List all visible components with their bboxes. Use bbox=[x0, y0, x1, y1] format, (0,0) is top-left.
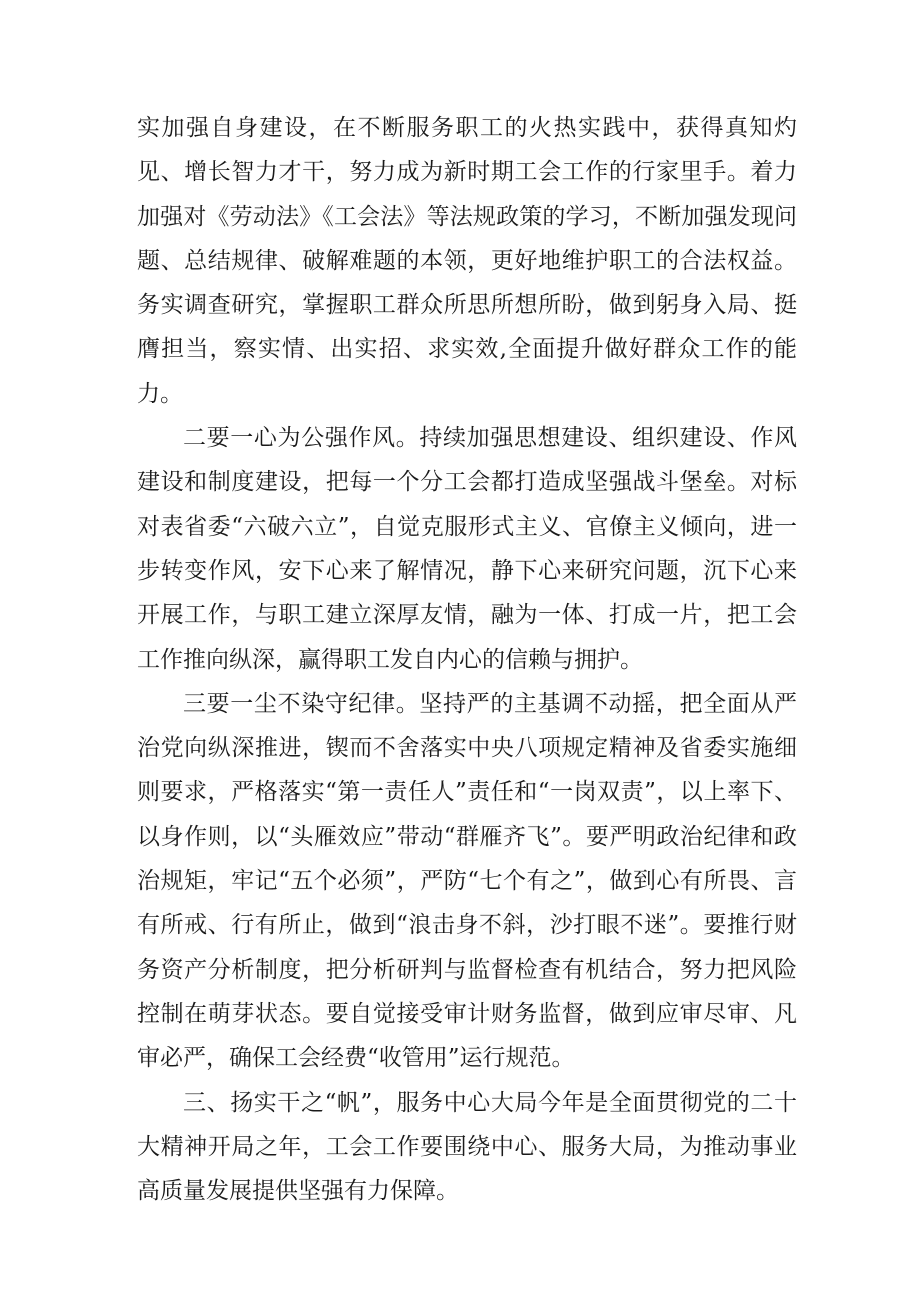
paragraph-4: 三、扬实干之“帆”，服务中心大局今年是全面贯彻党的二十大精神开局之年，工会工作要围绕中心、服务大局，为推动事业高质量发展提供坚强有力保障。 bbox=[137, 1089, 797, 1205]
paragraph-2: 二要一心为公强作风。持续加强思想建设、组织建设、作风建设和制度建设，把每一个分工会都打造成坚强战斗堡垒。对标对表省委“六破六立”，自觉克服形式主义、官僚主义倾向，进一步转变作风，安下心来了解情况，静下心来研究问题，沉下心来开展工作，与职工建立深厚友情，融为一体、打成一片，把工会工作推向纵深，赢得职工发自内心的信赖与拥护。 bbox=[137, 425, 797, 673]
paragraph-1: 实加强自身建设，在不断服务职工的火热实践中，获得真知灼见、增长智力才干，努力成为新时期工会工作的行家里手。着力加强对《劳动法》《工会法》等法规政策的学习，不断加强发现问题、总结规律、破解难题的本领，更好地维护职工的合法权益。务实调查研究，掌握职工群众所思所想所盼，做到躬身入局、挺膺担当，察实情、出实招、求实效,全面提升做好群众工作的能力。 bbox=[137, 115, 797, 407]
document-body bbox=[137, 106, 797, 1213]
paragraph-3: 三要一尘不染守纪律。坚持严的主基调不动摇，把全面从严治党向纵深推进，锲而不舍落实中央八项规定精神及省委实施细则要求，严格落实“第一责任人”责任和“一岗双责”，以上率下、以身作则，以“头雁效应”带动“群雁齐飞”。要严明政治纪律和政治规矩，牢记“五个必须”，严防“七个有之”，做到心有所畏、言有所戒、行有所止，做到“浪击身不斜，沙打眼不迷”。要推行财务资产分析制度，把分析研判与监督检查有机结合，努力把风险控制在萌芽状态。要自觉接受审计财务监督，做到应审尽审、凡审必严，确保工会经费“收管用”运行规范。 bbox=[137, 690, 797, 1072]
